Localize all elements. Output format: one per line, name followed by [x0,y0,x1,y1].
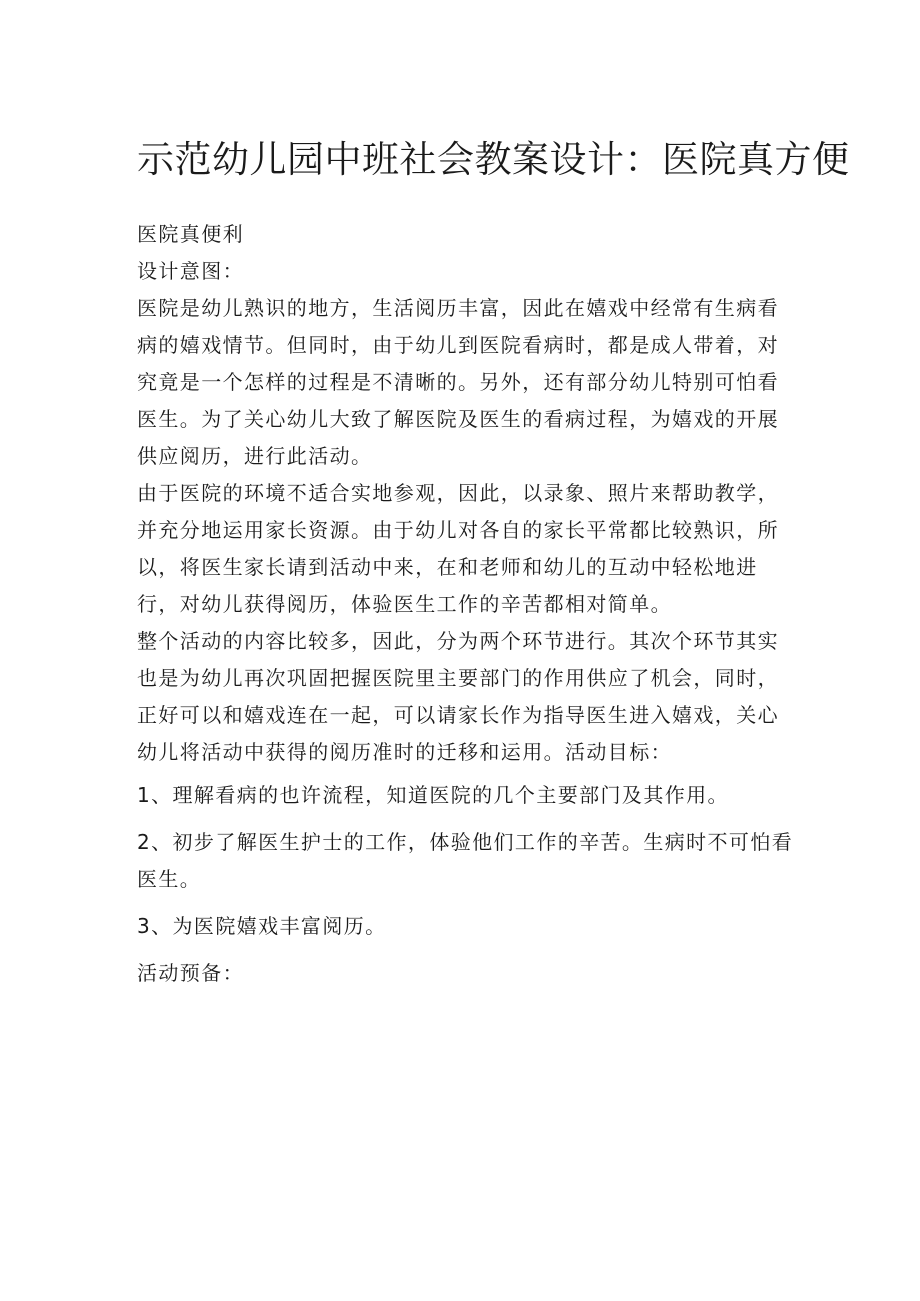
document-body [137,216,797,992]
subtitle: 医院真便利 [137,222,244,246]
goal-item-3: 3、为医院嬉戏丰富阅历。 [137,914,387,938]
goal-item-2: 2、初步了解医生护士的工作，体验他们工作的辛苦。生病时不可怕看医生。 [137,830,794,891]
paragraph-structure: 整个活动的内容比较多，因此，分为两个环节进行。其次个环节其实也是为幼儿再次巩固把握医院里主要部门的作用供应了机会，同时，正好可以和嬉戏连在一起，可以请家长作为指导医生进入嬉戏，关心幼儿将活动中获得的阅历准时的迁移和运用。活动目标： [137,629,779,764]
paragraph-intent: 医院是幼儿熟识的地方，生活阅历丰富，因此在嬉戏中经常有生病看病的嬉戏情节。但同时，由于幼儿到医院看病时，都是成人带着，对究竟是一个怎样的过程是不清晰的。另外，还有部分幼儿特别可怕看医生。为了关心幼儿大致了解医院及医生的看病过程，为嬉戏的开展供应阅历，进行此活动。 [137,296,779,468]
document-title: 示范幼儿园中班社会教案设计：医院真方便 [137,138,850,181]
design-intent-heading: 设计意图： [137,259,244,283]
goal-item-1: 1、理解看病的也许流程，知道医院的几个主要部门及其作用。 [137,783,729,807]
activity-prep-heading: 活动预备： [137,961,244,985]
paragraph-resources: 由于医院的环境不适合实地参观，因此，以录象、照片来帮助教学，并充分地运用家长资源。由于幼儿对各自的家长平常都比较熟识，所以，将医生家长请到活动中来，在和老师和幼儿的互动中轻松地进行，对幼儿获得阅历，体验医生工作的辛苦都相对简单。 [137,481,779,616]
